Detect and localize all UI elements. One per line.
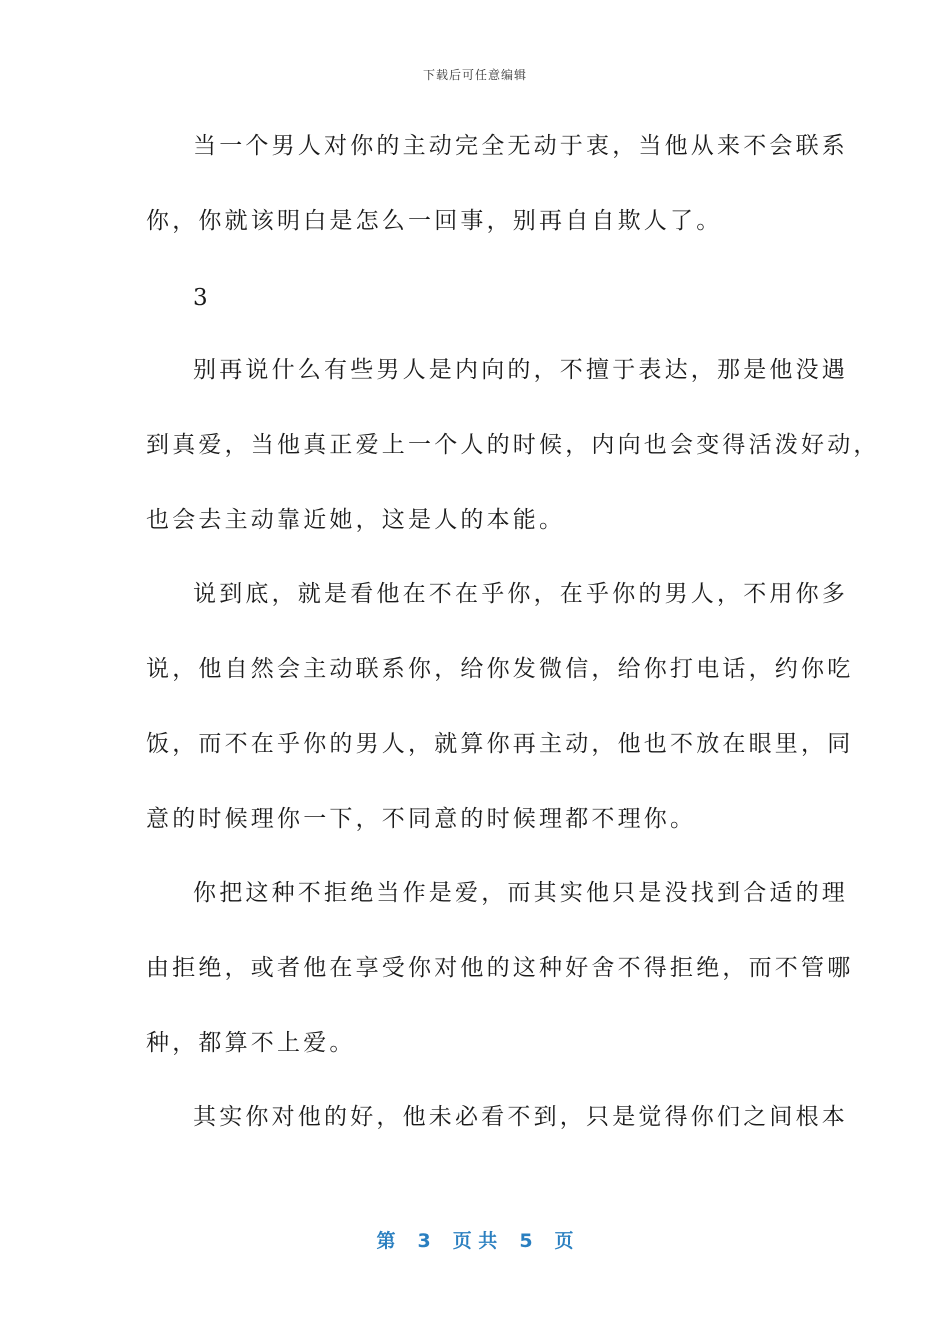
paragraph-line: 意的时候理你一下，不同意的时候理都不理你。: [146, 806, 697, 832]
paragraph-line: 由拒绝，或者他在享受你对他的这种好舍不得拒绝，而不管哪: [146, 955, 854, 981]
section-number: 3: [193, 285, 208, 311]
paragraph-line: 种，都算不上爱。: [146, 1030, 356, 1056]
paragraph-line: 你把这种不拒绝当作是爱，而其实他只是没找到合适的理: [193, 880, 848, 906]
footer-suffix: 页: [554, 1230, 574, 1252]
header-note: 下载后可任意编辑: [422, 68, 527, 82]
paragraph-line: 其实你对他的好，他未必看不到，只是觉得你们之间根本: [193, 1104, 848, 1130]
paragraph-line: 别再说什么有些男人是内向的，不擅于表达，那是他没遇: [193, 357, 848, 383]
paragraph-line: 当一个男人对你的主动完全无动于衷，当他从来不会联系: [193, 133, 848, 159]
paragraph-line: 饭，而不在乎你的男人，就算你再主动，他也不放在眼里，同: [146, 731, 854, 757]
paragraph-line: 也会去主动靠近她，这是人的本能。: [146, 507, 566, 533]
paragraph-line: 说到底，就是看他在不在乎你，在乎你的男人，不用你多: [193, 581, 848, 607]
footer-total-pages: 5: [519, 1230, 533, 1252]
page-footer: [0, 1226, 950, 1253]
footer-middle: 页 共: [452, 1230, 498, 1252]
footer-page-number: 3: [417, 1230, 431, 1252]
paragraph-line: 说，他自然会主动联系你，给你发微信，给你打电话，约你吃: [146, 656, 854, 682]
paragraph-line: 到真爱，当他真正爱上一个人的时候，内向也会变得活泼好动，: [146, 432, 880, 458]
footer-prefix: 第: [376, 1230, 396, 1252]
paragraph-line: 你，你就该明白是怎么一回事，别再自自欺人了。: [146, 208, 723, 234]
